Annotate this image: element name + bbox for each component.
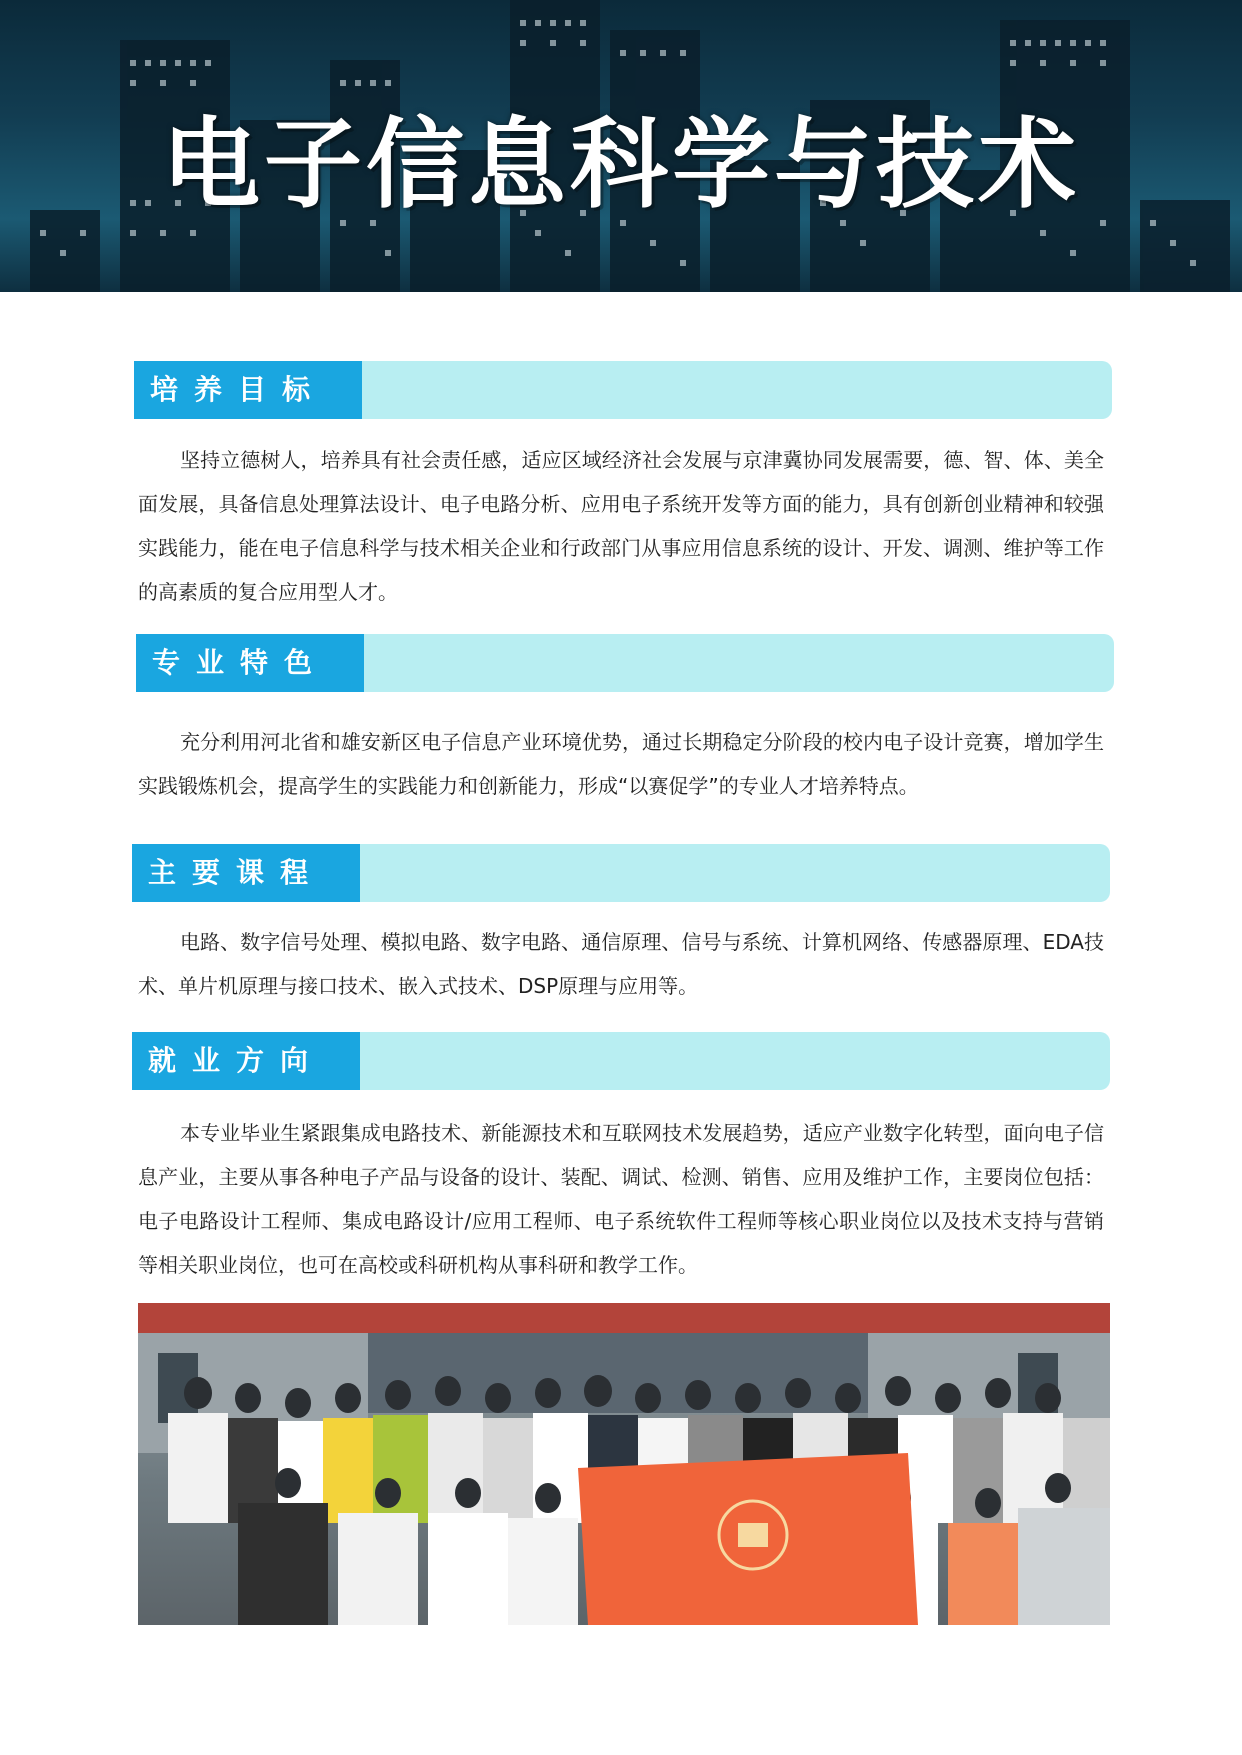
- banner-title: 电子信息科学与技术: [161, 107, 1080, 222]
- section-heading: 培养目标: [134, 361, 362, 419]
- section-header-goals: [134, 361, 1112, 419]
- section-heading: 就业方向: [132, 1032, 360, 1090]
- group-photo: [138, 1303, 1110, 1625]
- section-heading: 主要课程: [132, 844, 360, 902]
- section-header-features: [136, 634, 1114, 692]
- section-text-careers: 本专业毕业生紧跟集成电路技术、新能源技术和互联网技术发展趋势，适应产业数字化转型，面向电子信息产业，主要从事各种电子产品与设备的设计、装配、调试、检测、销售、应用及维护工作，主要岗位包括：电子电路设计工程师、集成电路设计/应用工程师、电子系统软件工程师等核心职业岗位以及技术支持与营销等相关职业岗位，也可在高校或科研机构从事科研和教学工作。: [138, 1121, 1104, 1277]
- section-header-courses: [132, 844, 1110, 902]
- section-text-goals: 坚持立德树人，培养具有社会责任感，适应区域经济社会发展与京津冀协同发展需要，德、智、体、美全面发展，具备信息处理算法设计、电子电路分析、应用电子系统开发等方面的能力，具有创新创业精神和较强实践能力，能在电子信息科学与技术相关企业和行政部门从事应用信息系统的设计、开发、调测、维护等工作的高素质的复合应用型人才。: [138, 448, 1104, 604]
- header-banner: [0, 0, 1242, 292]
- group-photo-illustration: [138, 1303, 1110, 1625]
- section-text-courses: 电路、数字信号处理、模拟电路、数字电路、通信原理、信号与系统、计算机网络、传感器原理、EDA技术、单片机原理与接口技术、嵌入式技术、DSP原理与应用等。: [138, 930, 1104, 998]
- section-heading: 专业特色: [136, 634, 364, 692]
- section-header-careers: [132, 1032, 1110, 1090]
- section-text-features: 充分利用河北省和雄安新区电子信息产业环境优势，通过长期稳定分阶段的校内电子设计竞赛，增加学生实践锻炼机会，提高学生的实践能力和创新能力，形成“以赛促学”的专业人才培养特点。: [138, 730, 1104, 798]
